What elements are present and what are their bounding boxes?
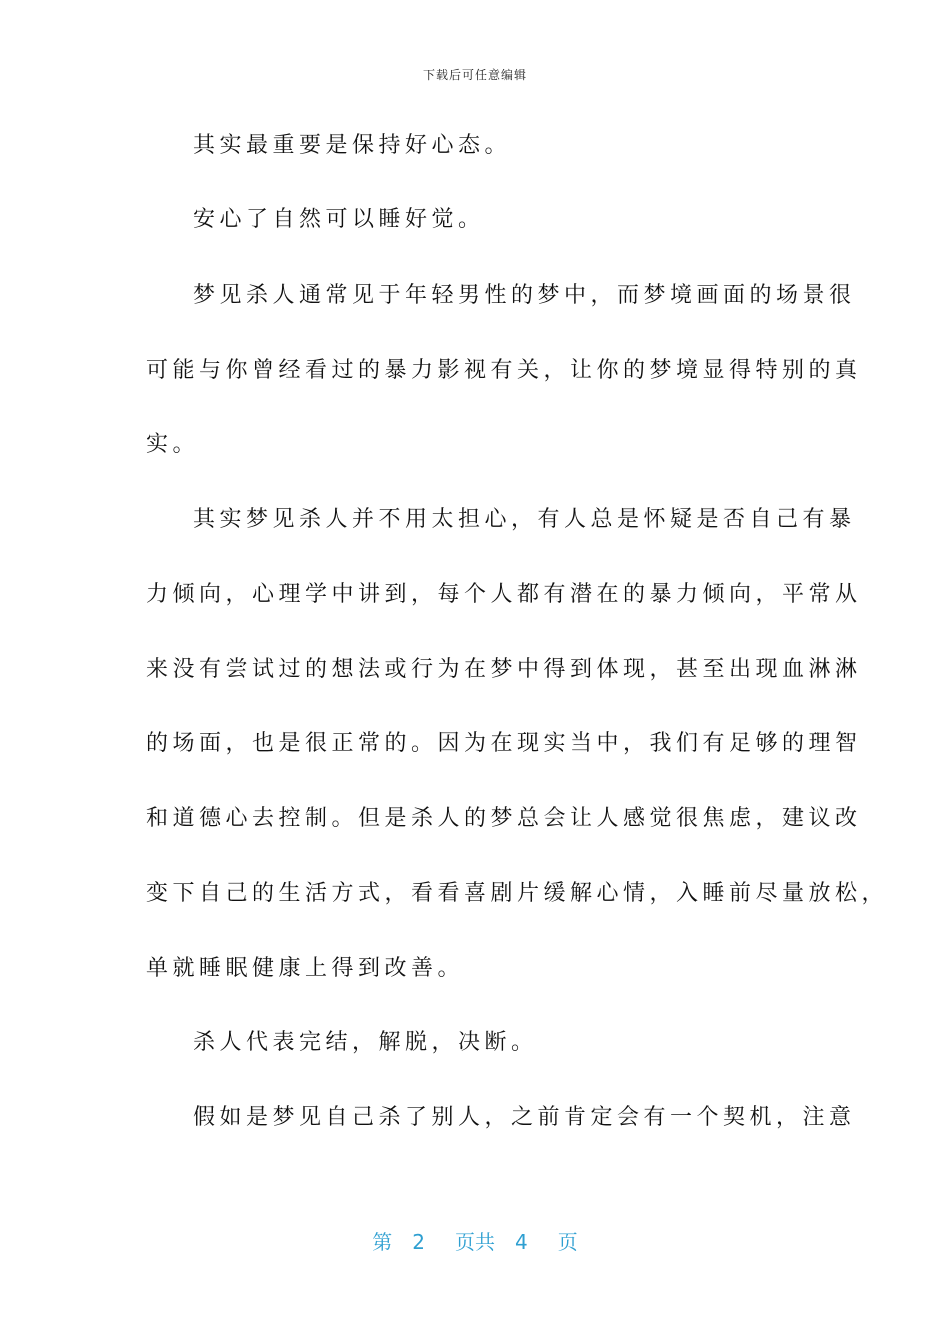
- current-page-number: 2: [412, 1230, 425, 1254]
- header-note: 下载后可任意编辑: [422, 68, 527, 82]
- paragraph-line: 梦见杀人通常见于年轻男性的梦中，而梦境画面的场景很: [193, 283, 856, 308]
- paragraph-line: 的场面，也是很正常的。因为在现实当中，我们有足够的理智: [146, 731, 862, 756]
- paragraph-line: 来没有尝试过的想法或行为在梦中得到体现，甚至出现血淋淋: [146, 657, 862, 682]
- paragraph-line: 安心了自然可以睡好觉。: [193, 207, 485, 232]
- page-footer: [0, 1226, 950, 1255]
- paragraph-line: 其实梦见杀人并不用太担心，有人总是怀疑是否自己有暴: [193, 507, 856, 532]
- page-label-prefix: 第: [372, 1230, 393, 1254]
- paragraph-line: 可能与你曾经看过的暴力影视有关，让你的梦境显得特别的真: [146, 358, 862, 383]
- paragraph-line: 变下自己的生活方式，看看喜剧片缓解心情，入睡前尽量放松，: [146, 881, 889, 906]
- paragraph-line: 实。: [146, 432, 200, 457]
- paragraph-line: 杀人代表完结，解脱，决断。: [193, 1030, 538, 1055]
- total-pages-number: 4: [515, 1230, 528, 1254]
- paragraph-line: 其实最重要是保持好心态。: [193, 133, 512, 158]
- page-label-mid: 页共: [455, 1230, 495, 1254]
- paragraph-line: 和道德心去控制。但是杀人的梦总会让人感觉很焦虑，建议改: [146, 806, 862, 831]
- paragraph-line: 假如是梦见自己杀了别人，之前肯定会有一个契机，注意: [193, 1105, 856, 1130]
- paragraph-line: 单就睡眠健康上得到改善。: [146, 956, 465, 981]
- page-label-suffix: 页: [557, 1230, 578, 1254]
- paragraph-line: 力倾向，心理学中讲到，每个人都有潜在的暴力倾向，平常从: [146, 582, 862, 607]
